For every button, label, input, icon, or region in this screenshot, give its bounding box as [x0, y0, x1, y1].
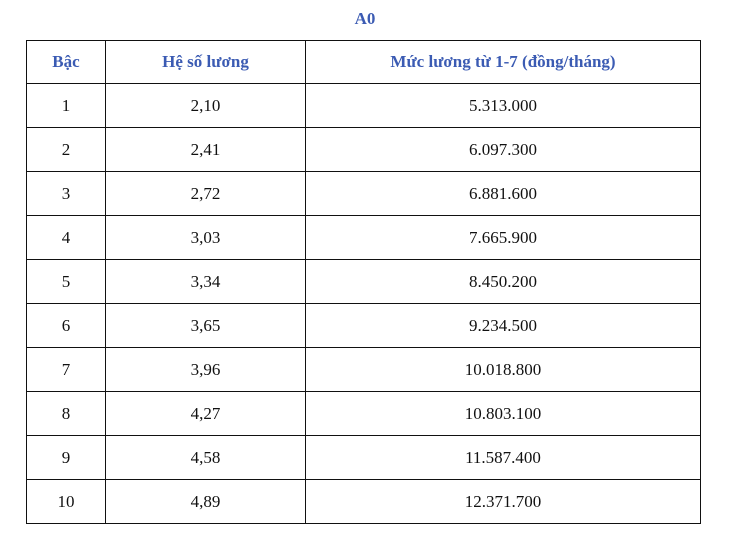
- table-row: [27, 172, 701, 216]
- cell-muc-luong: 10.803.100: [306, 392, 701, 436]
- cell-muc-luong: 6.097.300: [306, 128, 701, 172]
- cell-bac: 8: [27, 392, 106, 436]
- cell-he-so-luong: 3,96: [106, 348, 306, 392]
- cell-he-so-luong: 2,10: [106, 84, 306, 128]
- table-header-row: [27, 41, 701, 84]
- column-header-he-so-luong: Hệ số lương: [106, 41, 306, 84]
- cell-bac: 1: [27, 84, 106, 128]
- cell-muc-luong: 8.450.200: [306, 260, 701, 304]
- cell-muc-luong: 6.881.600: [306, 172, 701, 216]
- cell-muc-luong: 10.018.800: [306, 348, 701, 392]
- cell-bac: 6: [27, 304, 106, 348]
- table-title: A0: [354, 9, 376, 28]
- table-row: [27, 216, 701, 260]
- cell-muc-luong: 11.587.400: [306, 436, 701, 480]
- cell-bac: 7: [27, 348, 106, 392]
- cell-he-so-luong: 3,34: [106, 260, 306, 304]
- cell-he-so-luong: 4,58: [106, 436, 306, 480]
- cell-muc-luong: 9.234.500: [306, 304, 701, 348]
- cell-he-so-luong: 3,03: [106, 216, 306, 260]
- cell-he-so-luong: 4,27: [106, 392, 306, 436]
- table-row: [27, 128, 701, 172]
- cell-he-so-luong: 4,89: [106, 480, 306, 524]
- table-row: [27, 436, 701, 480]
- cell-bac: 10: [27, 480, 106, 524]
- cell-muc-luong: 12.371.700: [306, 480, 701, 524]
- cell-he-so-luong: 3,65: [106, 304, 306, 348]
- cell-muc-luong: 5.313.000: [306, 84, 701, 128]
- table-row: [27, 260, 701, 304]
- table-row: [27, 392, 701, 436]
- column-header-bac: Bậc: [27, 41, 106, 84]
- salary-table: [26, 40, 701, 524]
- cell-he-so-luong: 2,41: [106, 128, 306, 172]
- table-row: [27, 304, 701, 348]
- table-row: [27, 84, 701, 128]
- cell-bac: 5: [27, 260, 106, 304]
- table-row: [27, 480, 701, 524]
- cell-he-so-luong: 2,72: [106, 172, 306, 216]
- cell-muc-luong: 7.665.900: [306, 216, 701, 260]
- table-row: [27, 348, 701, 392]
- cell-bac: 3: [27, 172, 106, 216]
- cell-bac: 2: [27, 128, 106, 172]
- column-header-muc-luong: Mức lương từ 1-7 (đồng/tháng): [306, 41, 701, 84]
- cell-bac: 9: [27, 436, 106, 480]
- cell-bac: 4: [27, 216, 106, 260]
